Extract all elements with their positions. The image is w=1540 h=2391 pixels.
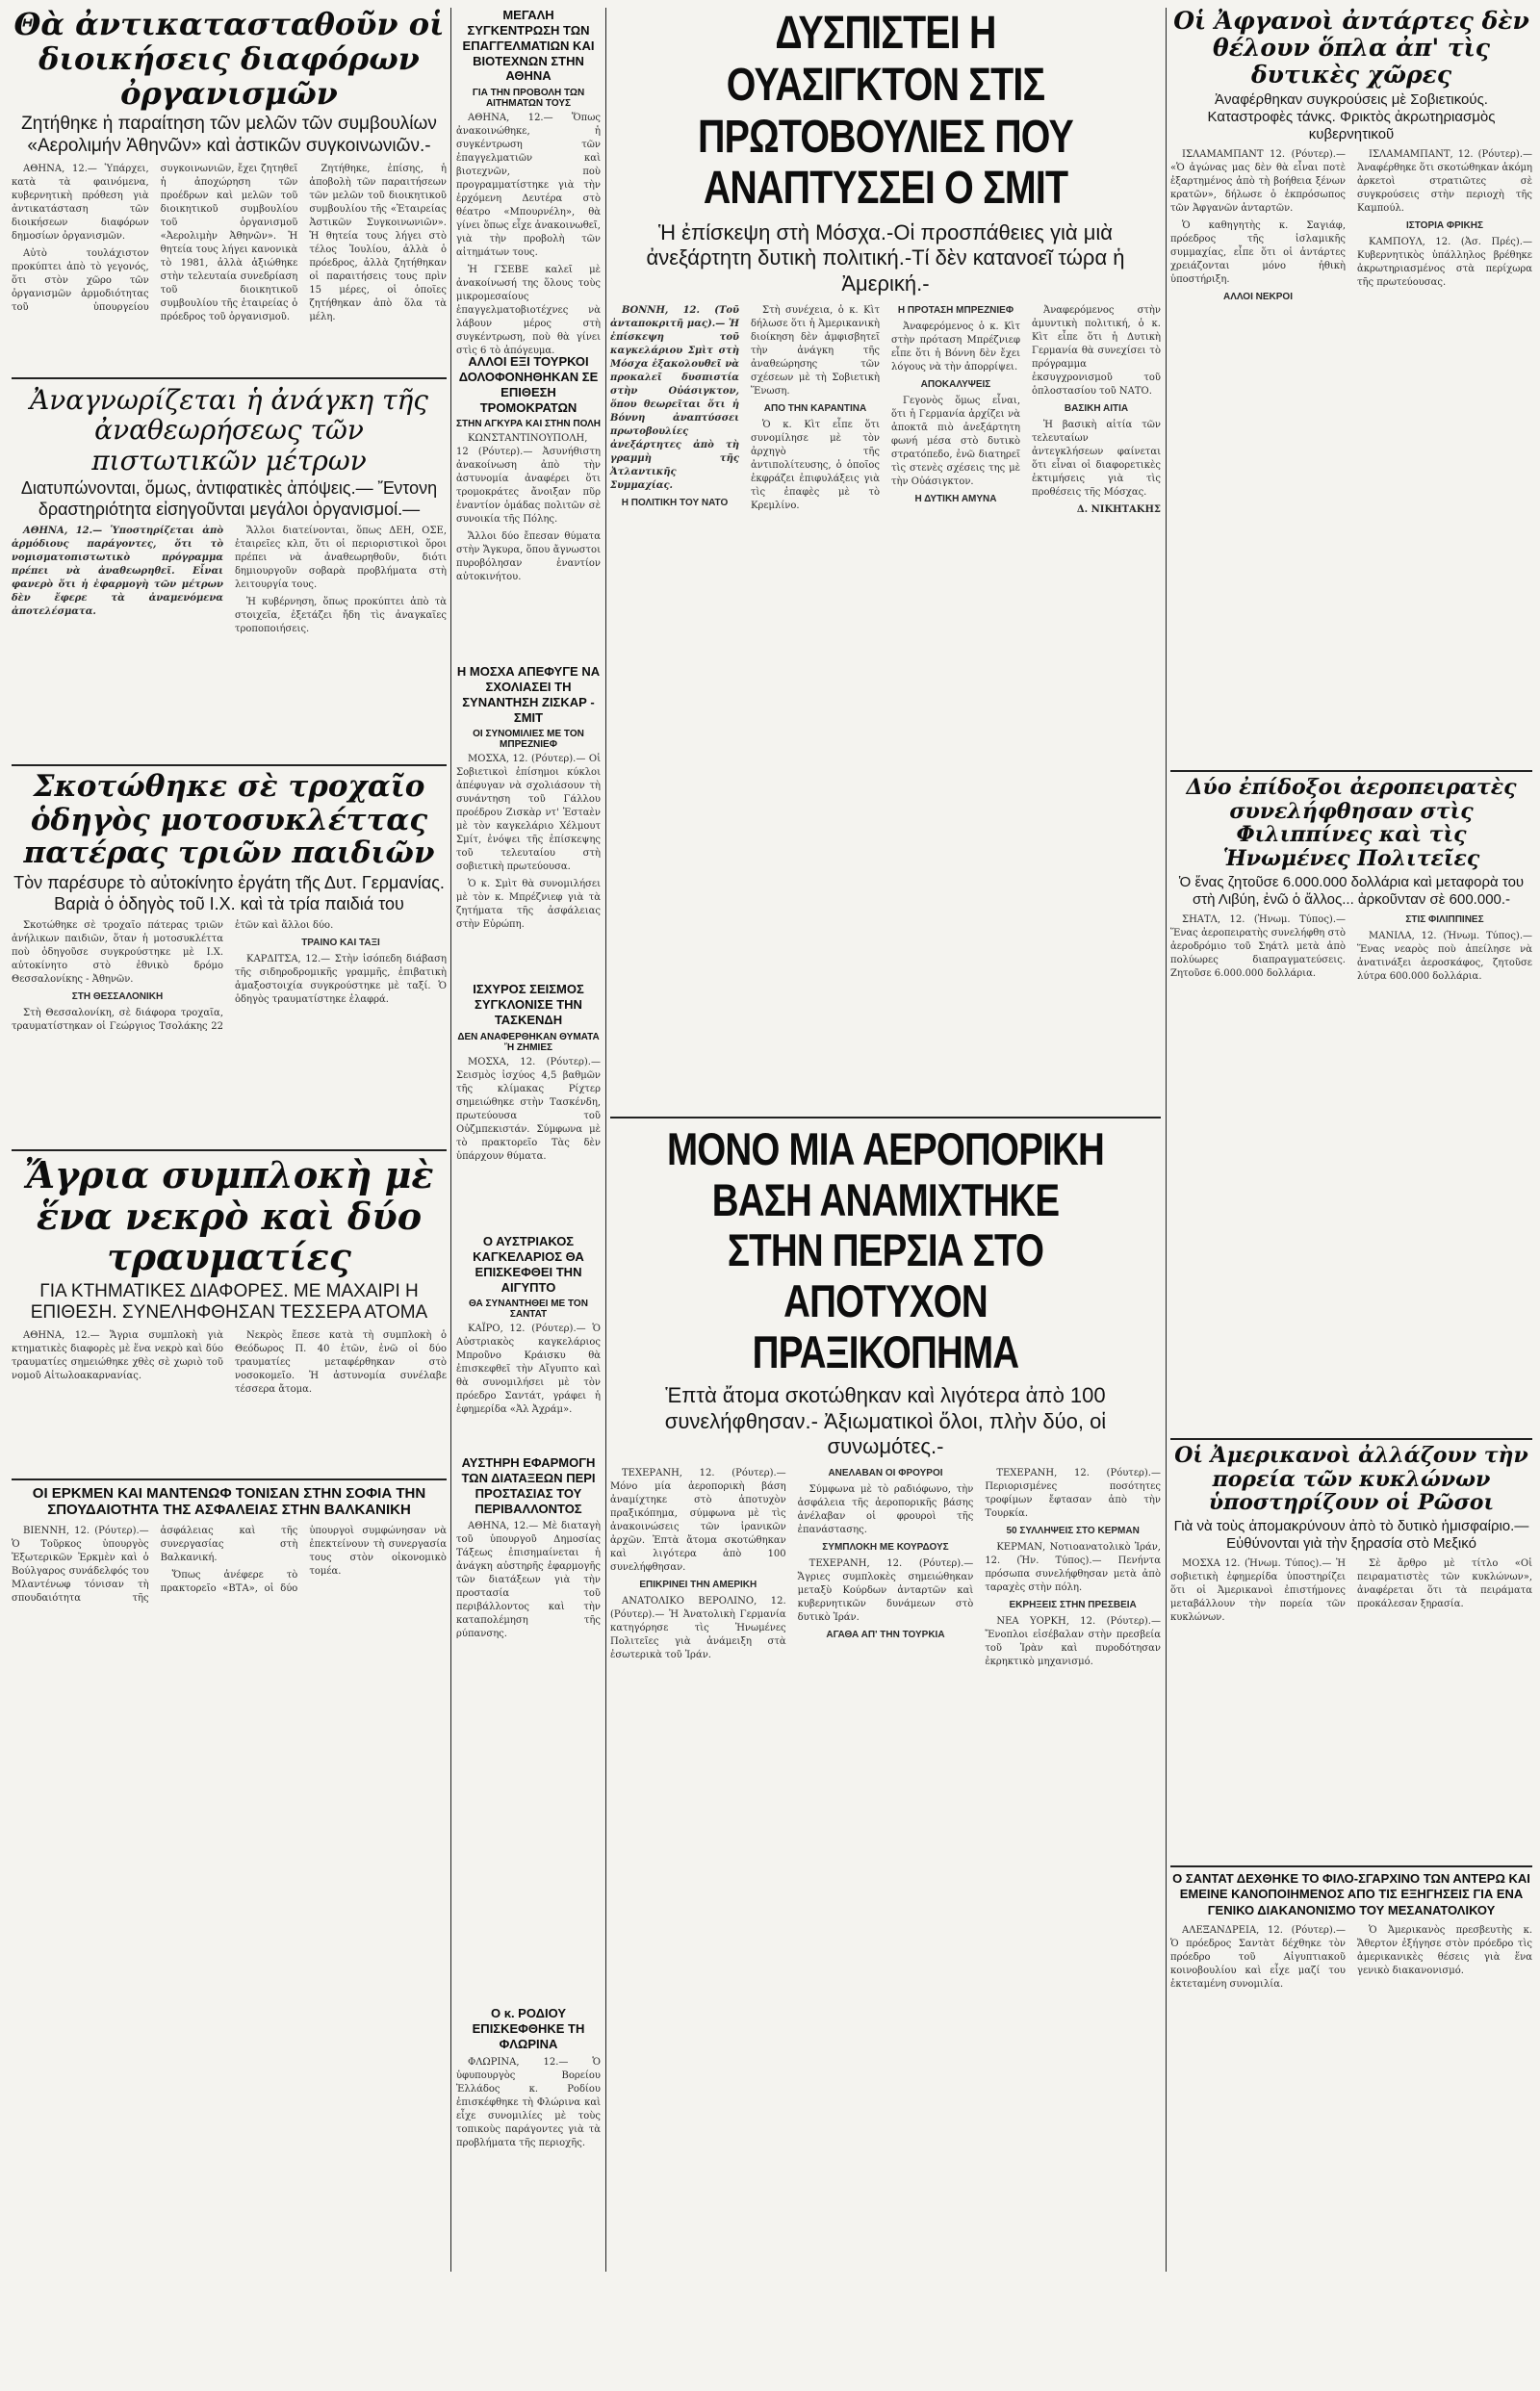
paragraph: ΚΑΡΔΙΤΣΑ, 12.— Στὴν ἰσόπεδη διάβαση τῆς σιδηροδρομικῆς γραμμῆς, ἐπιβατικὴ ἁμαξοστοιχία συγκρούστηκε μὲ ταξί. Ὁ ὁδηγὸς τραυματίστηκε ἐλαφρά. xyxy=(235,954,447,1006)
subheading: ΕΠΙΚΡΙΝΕΙ ΤΗΝ ΑΜΕΡΙΚΗ xyxy=(639,1580,757,1591)
paragraph: ΚΑΪΡΟ, 12. (Ρόυτερ).— Ὁ Αὐστριακὸς καγκελάριος Μπροῦνο Κράισκυ θὰ ἐπισκεφθεῖ τὴν Αἴγυπτο καὶ θὰ συνομιλήσει μὲ τὸν πρόεδρο Σαντάτ, γράφει ἡ ἐφημερίδα «Ἀλ Ἀχράμ». xyxy=(456,1324,601,1416)
article-epaggelmaties xyxy=(456,8,601,357)
paragraph: Ἡ κυβέρνηση, ὅπως προκύπτει ἀπὸ τὰ στοιχεῖα, ἐξετάζει ἤδη τὶς ἀναγκαῖες τροποποιήσεις. xyxy=(235,597,447,635)
subheading: ΑΝΕΛΑΒΑΝ ΟΙ ΦΡΟΥΡΟΙ xyxy=(828,1468,943,1479)
article-dioikiseis xyxy=(12,8,447,375)
deck: ΔΕΝ ΑΝΑΦΕΡΘΗΚΑΝ ΘΥΜΑΤΑ Ἤ ΖΗΜΙΕΣ xyxy=(457,1031,600,1053)
article-kyklones xyxy=(1170,1444,1532,1864)
article-body xyxy=(12,1329,447,1454)
headline: ΔΥΣΠΙΣΤΕΙ Η ΟΥΑΣΙΓΚΤΟΝ ΣΤΙΣ ΠΡΩΤΟΒΟΥΛΙΕΣ ΠΟΥ ΑΝΑΠΤΥΣΣΕΙ Ο ΣΜΙΤ xyxy=(698,8,1073,215)
article-ouasigkton xyxy=(610,8,1161,1115)
paragraph: ΜΟΣΧΑ, 12. (Ρόυτερ).— Οἱ Σοβιετικοὶ ἐπίσημοι κύκλοι ἀπέφυγαν νὰ σχολιάσουν τὴ συνάντηση τοῦ Γάλλου προέδρου Ζισκὰρ ντ' Ἐσταὲν μὲ τὸν καγκελάριο Χέλμουτ Σμίτ, ἐνόψει τῆς ἐπίσκεψης τοῦ τελευταίου στὴ σοβιετικὴ πρωτεύουσα. xyxy=(456,754,601,873)
paragraph: Νεκρὸς ἔπεσε κατὰ τὴ συμπλοκὴ ὁ Θεόδωρος Π. 40 ἐτῶν, ἐνῶ οἱ δύο τραυματίες μεταφέρθηκαν στὸ νοσοκομεῖο. Ἡ ἀστυνομία συνέλαβε τέσσερα ἄτομα. xyxy=(235,1330,447,1396)
article-body xyxy=(456,1056,601,1164)
paragraph: ΜΑΝΙΛΑ, 12. (Ἡνωμ. Τύπος).— Ἕνας νεαρὸς ποὺ ἀπείλησε νὰ ἀνατινάξει ἀεροσκάφος, ζητοῦσε λύτρα 600.000 δολλάρια. xyxy=(1357,930,1532,982)
article-body xyxy=(456,753,601,932)
subheading: ΑΠΟ ΤΗΝ ΚΑΡΑΝΤΙΝΑ xyxy=(763,403,867,415)
headline: ΙΣΧΥΡΟΣ ΣΕΙΣΜΟΣ ΣΥΓΚΛΟΝΙΣΕ ΤΗΝ ΤΑΣΚΕΝΔΗ xyxy=(473,982,584,1027)
paragraph: Ὁ κ. Κὶτ εἶπε ὅτι συνομίλησε μὲ τὸν ἀρχηγὸ τῆς ἀντιπολίτευσης, ὁ ὁποῖος ἐκφράζει ἐπιφυλάξεις γιὰ τὶς ἐπαφὲς μὲ τὸ Κρεμλίνο. xyxy=(751,420,880,512)
paragraph: Στὴ συνέχεια, ὁ κ. Κὶτ δήλωσε ὅτι ἡ Ἀμερικανικὴ διοίκηση δὲν ἀμφισβητεῖ τὴν ἀνάγκη τῆς ἀναθεώρησης τῶν σχέσεων μὲ τὴ Σοβιετικὴ Ἕνωση. xyxy=(751,305,880,398)
byline: Δ. ΝΙΚΗΤΑΚΗΣ xyxy=(1076,504,1161,516)
article-tourkoi xyxy=(456,354,601,653)
article-body xyxy=(12,525,447,736)
paragraph: ΑΘΗΝΑ, 12.— Ὑπάρχει, κατὰ τὰ φαινόμενα, κυβερνητικὴ πρόθεση γιὰ ἀντικατάσταση τῶν διοικήσεων διαφόρων δημοσίων ὀργανισμῶν. xyxy=(12,164,149,243)
headline: Ο ΣΑΝΤΑΤ ΔΕΧΘΗΚΕ ΤΟ ΦΙΛΟ-ΣΓΑΡΧΙΝΟ ΤΩΝ ΑΝΤΕΡΩ ΚΑΙ ΕΜΕΙΝΕ ΚΑΝΟΠΟΙΗΜΕΝΟΣ ΑΠΟ ΤΙΣ ΕΞΗΓΗΣΕΙΣ ΓΙΑ ΕΝΑ ΓΕΝΙΚΟ ΔΙΑΚΑΝΟΝΙΣΜΟ ΤΟΥ ΜΕΣΑΝΑΤΟΛΙΚΟΥ xyxy=(1172,1871,1530,1917)
section-divider xyxy=(1170,770,1532,772)
section-divider xyxy=(1170,1438,1532,1440)
paragraph: Σὲ ἄρθρο μὲ τίτλο «Οἱ πειραματιστὲς τῶν κυκλώνων», ἀναφέρεται ὅτι τὰ πειράματα προκάλεσαν ξηρασία. xyxy=(1357,1557,1532,1609)
article-body xyxy=(456,1520,601,1641)
headline: Σκοτώθηκε σὲ τροχαῖο ὁδηγὸς μοτοσυκλέττας πατέρας τριῶν παιδιῶν xyxy=(23,769,435,871)
paragraph: ΤΕΧΕΡΑΝΗ, 12. (Ρόυτερ).— Περιορισμένες ποσότητες τροφίμων ἔφτασαν ἀπὸ τὴν Τουρκία. xyxy=(985,1468,1161,1520)
article-body xyxy=(1170,148,1532,726)
paragraph: ΙΣΛΑΜΑΜΠΑΝΤ, 12. (Ρόυτερ).— Ἀναφέρθηκε ὅτι σκοτώθηκαν ἀκόμη ἀρκετοὶ στρατιῶτες σὲ συγκρούσεις στὴν περιοχὴ τῆς Καμπούλ. xyxy=(1357,149,1532,214)
subheading: 50 ΣΥΛΛΗΨΕΙΣ ΣΤΟ ΚΕΡΜΑΝ xyxy=(1006,1526,1140,1537)
paragraph: Ὁ καθηγητὴς κ. Σαγιάφ, πρόεδρος τῆς ἰσλαμικῆς συμμαχίας, εἶπε ὅτι οἱ ἀντάρτες χρειάζονται μόνο ἠθικὴ ὑποστήριξη. xyxy=(1170,220,1346,285)
article-aeropeirates xyxy=(1170,776,1532,1436)
paragraph: ΑΘΗΝΑ, 12.— Ἄγρια συμπλοκὴ γιὰ κτηματικὲς διαφορὲς μὲ ἕνα νεκρὸ καὶ δύο τραυματίες σημειώθηκε χθὲς σὲ χωριὸ τοῦ νομοῦ Αἰτωλοακαρνανίας. xyxy=(12,1330,223,1382)
paragraph: ΦΛΩΡΙΝΑ, 12.— Ὁ ὑφυπουργὸς Βορείου Ἑλλάδος κ. Ροδίου ἐπισκέφθηκε τὴ Φλώρινα καὶ εἶχε συνομιλίες μὲ τοὺς τοπικοὺς παράγοντες γιὰ τὰ προβλήματα τῆς περιοχῆς. xyxy=(456,2056,601,2148)
deck: Ζητήθηκε ἡ παραίτηση τῶν μελῶν τῶν συμβουλίων «Αερολιμήν Ἀθηνῶν» καὶ ἀστικῶν συγκοινωνιῶν.- xyxy=(21,114,437,157)
headline: ΑΥΣΤΗΡΗ ΕΦΑΡΜΟΓΗ ΤΩΝ ΔΙΑΤΑΞΕΩΝ ΠΕΡΙ ΠΡΟΣΤΑΣΙΑΣ ΤΟΥ ΠΕΡΙΒΑΛΛΟΝΤΟΣ xyxy=(461,1455,596,1516)
deck: ΓΙΑ ΚΤΗΜΑΤΙΚΕΣ ΔΙΑΦΟΡΕΣ. ΜΕ ΜΑΧΑΙΡΙ Η ΕΠΙΘΕΣΗ. ΣΥΝΕΛΗΦΘΗΣΑΝ ΤΕΣΣΕΡΑ ΑΤΟΜΑ xyxy=(30,1280,428,1324)
paragraph: Ἡ βασικὴ αἰτία τῶν τελευταίων ἀντεγκλήσεων φαίνεται ὅτι εἶναι οἱ διαφορετικὲς ἐκτιμήσεις γιὰ τὶς προθέσεις τῆς Μόσχας. xyxy=(1032,420,1161,499)
deck: Ἡ ἐπίσκεψη στὴ Μόσχα.-Οἱ προσπάθειες γιὰ μιὰ ἀνεξάρτητη δυτικὴ πολιτική.-Τί δὲν κατανοεῖ τώρα ἡ Ἀμερική.- xyxy=(646,220,1125,296)
deck: Διατυπώνονται, ὅμως, ἀντιφατικὲς ἀπόψεις.— Ἔντονη δραστηριότητα εἰσηγοῦνται μεγάλοι ὀργανισμοί.— xyxy=(20,478,438,519)
article-body xyxy=(12,919,447,1102)
paragraph: ΑΘΗΝΑ, 12.— Ὅπως ἀνακοινώθηκε, ἡ συγκέντρωση τῶν ἐπαγγελματιῶν καὶ βιοτεχνῶν, ποὺ προγραμματίστηκε γιὰ τὴν ἐρχόμενη Δευτέρα στὸ θέατρο «Μπουρνέλη», θὰ γίνει ὅπως εἶχε ἀνακοινωθεῖ, γιὰ τὴν προβολὴ τῶν αἰτημάτων τους. xyxy=(456,113,601,259)
article-erkmen-mladenof xyxy=(12,1486,447,2272)
paragraph: Ἡ ΓΣΕΒΕ καλεῖ μὲ ἀνακοίνωσή της ὅλους τοὺς μικρομεσαίους ἐπαγγελματοβιοτέχνες νὰ λάβουν μέρος στὴ συγκέντρωση, ποὺ θὰ γίνει στὶς 6 τὸ ἀπόγευμα. xyxy=(456,265,601,357)
headline: ΜΕΓΑΛΗ ΣΥΓΚΕΝΤΡΩΣΗ ΤΩΝ ΕΠΑΓΓΕΛΜΑΤΙΩΝ ΚΑΙ ΒΙΟΤΕΧΝΩΝ ΣΤΗΝ ΑΘΗΝΑ xyxy=(462,8,595,84)
paragraph: Ὅπως ἀνέφερε τὸ πρακτορεῖο «ΒΤΑ», οἱ δύο ὑπουργοὶ συμφώνησαν νὰ ἐπεκτείνουν τὴ συνεργασία τους στὸν οἰκονομικὸ τομέα. xyxy=(160,1525,447,1594)
paragraph: ΚΑΜΠΟΥΛ, 12. (Ἀσ. Πρές).— Κυβερνητικὸς ὑπάλληλος βρέθηκε ἀκρωτηριασμένος στὰ περίχωρα τῆς πρωτεύουσας. xyxy=(1357,237,1532,288)
paragraph: Ζητήθηκε, ἐπίσης, ἡ ἀποβολὴ τῶν παραιτήσεων τῶν μελῶν τοῦ διοικητικοῦ συμβουλίου τῆς «Ἑταιρείας Ἀστικῶν Συγκοινωνιῶν». Ἡ θητεία τους λήγει στὸ τέλος Ἰουλίου, ἀλλὰ ὁ πρόεδρος, ἀλλὰ ζητήθηκαν οἱ παραιτήσεις τους πρὶν 15 μέρες, οἱ ὁποῖες ζητήθηκαν ἀπὸ ὅλα τὰ μέλη. xyxy=(309,164,447,323)
paragraph: Στὴ Θεσσαλονίκη, σὲ διάφορα τροχαῖα, τραυματίστηκαν οἱ Γεώργιος Τσολάκης 22 ἐτῶν καὶ ἄλλοι δύο. xyxy=(12,920,334,1033)
paragraph: Γεγονὸς ὅμως εἶναι, ὅτι ἡ Γερμανία ἀρχίζει νὰ ἀποκτᾶ πιὸ ἀνεξάρτητη φωνή μέσα στὸ δυτικὸ στρατόπεδο, ἐνῶ διατηρεῖ τὶς στενὲς σχέσεις της μὲ τὴν Οὐάσιγκτον. xyxy=(891,396,1020,488)
column-divider xyxy=(1166,8,1167,2272)
article-rodiou xyxy=(456,2006,601,2272)
deck: Ἀναφέρθηκαν συγκρούσεις μὲ Σοβιετικούς. Καταστροφὲς τάνκς. Φρικτὸς ἀκρωτηριασμὸς κυβερνητικοῦ xyxy=(1207,91,1496,142)
paragraph: ΝΕΑ ΥΟΡΚΗ, 12. (Ρόυτερ).— Ἔνοπλοι εἰσέβαλαν στὴν πρεσβεία τοῦ Ἰρὰν καὶ πυροδότησαν ἐκρηκτικὸ μηχανισμό. xyxy=(985,1616,1161,1668)
article-body xyxy=(610,304,1161,1151)
article-body xyxy=(456,2056,601,2150)
paragraph: ΣΗΑΤΛ, 12. (Ἡνωμ. Τύπος).— Ἕνας ἀεροπειρατὴς συνελήφθη στὸ ἀεροδρόμιο τοῦ Σηάτλ μετὰ ἀπὸ πολύωρες διαπραγματεύσεις. Ζητοῦσε 6.000.000 δολλάρια. xyxy=(1170,913,1346,979)
column-divider xyxy=(450,8,451,2272)
paragraph: ΙΣΛΑΜΑΜΠΑΝΤ 12. (Ρόυτερ).— «Ὁ ἀγώνας μας δὲν θὰ εἶναι ποτὲ ἐξαρτημένος ἀπὸ τὴ βοήθεια ξένων κρατῶν», δήλωσε ὁ ἐκπρόσωπος τῶν Ἀφγανῶν ἀνταρτῶν. xyxy=(1170,149,1346,214)
headline: ΟΙ ΕΡΚΜΕΝ ΚΑΙ ΜΑΝΤΕΝΩΦ ΤΟΝΙΣΑΝ ΣΤΗΝ ΣΟΦΙΑ ΤΗΝ ΣΠΟΥΔΑΙΟΤΗΤΑ ΤΗΣ ΑΣΦΑΛΕΙΑΣ ΣΤΗΝ ΒΑΛΚΑΝΙΚΗ xyxy=(32,1485,426,1518)
deck: Ἑπτὰ ἄτομα σκοτώθηκαν καὶ λιγότερα ἀπὸ 100 συνελήφθησαν.- Ἀξιωματικοὶ ὅλοι, πλὴν δύο, οἱ συνωμότες.- xyxy=(664,1383,1107,1458)
headline: Οἱ Ἀφγανοὶ ἀντάρτες δὲν θέλουν ὅπλα ἀπ' τὶς δυτικὲς χῶρες xyxy=(1173,7,1529,89)
subheading: ΑΠΟΚΑΛΥΨΕΙΣ xyxy=(920,379,991,391)
paragraph: Ἄλλοι διατείνονται, ὅπως ΔΕΗ, ΟΣΕ, ἐταιρεῖες κλπ, ὅτι οἱ περιοριστικοὶ ὅροι πρέπει νὰ ἀναθεωρηθοῦν, διότι δημιουργοῦν σοβαρὰ προβλήματα στὴ λειτουργία τους. xyxy=(235,526,447,591)
paragraph: ΚΕΡΜΑΝ, Νοτιοανατολικὸ Ἰράν, 12. (Ἡν. Τύπος).— Πενήντα πρόσωπα συνελήφθησαν μετὰ ἀπὸ ταραχὲς στὴν πόλη. xyxy=(985,1542,1161,1594)
article-pistotika-metra xyxy=(12,385,447,762)
paragraph: ΚΩΝΣΤΑΝΤΙΝΟΥΠΟΛΗ, 12 (Ρόυτερ).— Ἀσυνήθιστη ἀνακοίνωση ἀπὸ τὴν ἀστυνομία ἀναφέρει ὅτι τρομοκράτες ἄνοιξαν πῦρ ἐναντίον ὁμάδας πολιτῶν σὲ συνοικία τῆς Πόλης. xyxy=(456,433,601,526)
subheading: ΒΑΣΙΚΗ ΑΙΤΙΑ xyxy=(1064,403,1129,415)
paragraph: ΤΕΧΕΡΑΝΗ, 12. (Ρόυτερ).— Ἄγριες συμπλοκὲς σημειώθηκαν μεταξὺ Κούρδων ἀνταρτῶν καὶ κυβερνητικῶν δυνάμεων στὸ δυτικὸ Ἰράν. xyxy=(797,1558,974,1624)
paragraph: Ὁ κ. Σμὶτ θὰ συνομιλήσει μὲ τὸν κ. Μπρέζνιεφ γιὰ τὰ ζητήματα τῆς ἀσφάλειας στὴν Εὐρώπη. xyxy=(456,879,601,931)
paragraph: Ἀναφερόμενος ὁ κ. Κὶτ στὴν πρόταση Μπρέζνιεφ εἶπε ὅτι ἡ Βόννη δὲν ἔχει λόγους νὰ τὴν ἀπορρίψει. xyxy=(891,321,1020,373)
article-body xyxy=(12,1525,447,2256)
subheading: ΣΥΜΠΛΟΚΗ ΜΕ ΚΟΥΡΔΟΥΣ xyxy=(822,1542,949,1554)
deck: Ὁ ἕνας ζητοῦσε 6.000.000 δολλάρια καὶ μεταφορὰ του στὴ Λιβύη, ἐνῶ ὁ ἄλλος... ἀρκοῦνταν σὲ 600.000.- xyxy=(1178,873,1525,908)
subheading: ΕΚΡΗΞΕΙΣ ΣΤΗΝ ΠΡΕΣΒΕΙΑ xyxy=(1009,1600,1137,1611)
headline: Θὰ ἀντικατασταθοῦν οἱ διοικήσεις διαφόρων ὀργανισμῶν xyxy=(13,6,445,112)
paragraph: ΑΘΗΝΑ, 12.— Μὲ διαταγὴ τοῦ ὑπουργοῦ Δημοσίας Τάξεως ἐπισημαίνεται ἡ ἀνάγκη αὐστηρῆς ἐφαρμογῆς τῶν διατάξεων γιὰ τὴν προστασία τοῦ περιβάλλοντος καὶ τὴν καταπολέμηση τῆς ρύπανσης. xyxy=(456,1521,601,1640)
paragraph: ΑΘΗΝΑ, 12.— Ὑποστηρίζεται ἀπὸ ἁρμόδιους παράγοντες, ὅτι τὸ νομισματοπιστωτικὸ πρόγραμμα πρέπει νὰ ἀναθεωρηθεῖ. Εἶναι φανερὸ ὅτι ἡ ἐφαρμογὴ τῶν μέτρων δὲν ἔφερε τὰ ἀναμενόμενα ἀποτελέσματα. xyxy=(12,526,223,618)
article-body xyxy=(610,1467,1161,2391)
paragraph: Σκοτώθηκε σὲ τροχαῖο πάτερας τριῶν ἀνήλικων παιδιῶν, ὅταν ἡ μοτοσυκλέττα ποὺ ὁδηγοῦσε συγκρούστηκε μὲ Ι.Χ. αὐτοκίνητο στὸ ἐθνικὸ δρόμο Θεσσαλονίκης - Ἀθηνῶν. xyxy=(12,920,223,986)
article-body xyxy=(12,163,447,384)
deck: Γιὰ νὰ τοὺς ἀπομακρύνουν ἀπὸ τὸ δυτικὸ ἡμισφαίριο.— Εὐθύνονται γιὰ τὴν ξηρασία στὸ Μεξικό xyxy=(1173,1517,1529,1552)
subheading: ΑΓΑΘΑ ΑΠ' ΤΗΝ ΤΟΥΡΚΙΑ xyxy=(826,1630,945,1641)
article-seismos xyxy=(456,982,601,1222)
subheading: ΣΤΗ ΘΕΣΣΑΛΟΝΙΚΗ xyxy=(71,991,164,1003)
article-body xyxy=(1170,1924,1532,2242)
article-perivallon xyxy=(456,1455,601,1994)
paragraph: ΜΟΣΧΑ, 12. (Ρόυτερ).— Σεισμὸς ἰσχύος 4,5 βαθμῶν τῆς κλίμακας Ρίχτερ σημειώθηκε στὴν Τασκένδη, πρωτεύουσα τοῦ Οὐζμπεκιστάν. Σύμφωνα μὲ τὸ πρακτορεῖο Τὰς δὲν ὑπάρχουν θύματα. xyxy=(456,1056,601,1162)
subheading: ΤΡΑΙΝΟ ΚΑΙ ΤΑΞΙ xyxy=(301,938,380,949)
subheading: Η ΔΥΤΙΚΗ ΑΜΥΝΑ xyxy=(914,494,997,505)
subheading: ΑΛΛΟΙ ΝΕΚΡΟΙ xyxy=(1223,292,1293,302)
paragraph: Αὐτὸ τουλάχιστον προκύπτει ἀπὸ τὸ γεγονός, ὅτι στὸν χῶρο τῶν ὀργανισμῶν ἀρμοδιότητας τοῦ ὑπουργείου συγκοινωνιῶν, ἔχει ζητηθεῖ ἡ ἀποχώρηση τῶν προέδρων καὶ μελῶν τοῦ διοικητικοῦ συμβουλίου τοῦ ὀργανισμοῦ «Ἀερολιμὴν Ἀθηνῶν». Ἡ θητεία τους λήγει κανονικὰ τὸ 1981, ἀλλὰ ἀξιώθηκε στὴν τελευταία συνεδρίαση τοῦ διοικητικοῦ συμβουλίου τῆς ἑταιρείας ὁ πρόεδρος τοῦ ὀργανισμοῦ. xyxy=(12,164,298,323)
article-body xyxy=(1170,913,1532,1414)
deck: ΘΑ ΣΥΝΑΝΤΗΘΕΙ ΜΕ ΤΟΝ ΣΑΝΤΑΤ xyxy=(469,1298,588,1321)
section-divider xyxy=(610,1117,1161,1118)
deck: Τὸν παρέσυρε τὸ αὐτοκίνητο ἐργάτη τῆς Δυτ. Γερμανίας. Βαριὰ ὁ ὁδηγὸς τοῦ Ι.Χ. καὶ τὰ τρία παιδιά του xyxy=(13,873,445,913)
article-symploki xyxy=(12,1155,447,1473)
headline: ΑΛΛΟΙ ΕΞΙ ΤΟΥΡΚΟΙ ΔΟΛΟΦΟΝΗΘΗΚΑΝ ΣΕ ΕΠΙΘΕΣΗ ΤΡΟΜΟΚΡΑΤΩΝ xyxy=(458,354,599,415)
paragraph: ΜΟΣΧΑ 12. (Ἡνωμ. Τύπος).— Ἡ σοβιετικὴ ἐφημερίδα ὑποστηρίζει ὅτι οἱ Ἀμερικανοὶ ἐπιστήμονες μεταβάλλουν τὴν πορεία τῶν κυκλώνων. xyxy=(1170,1557,1346,1623)
headline: Ο κ. ΡΟΔΙΟΥ ΕΠΙΣΚΕΦΘΗΚΕ ΤΗ ΦΛΩΡΙΝΑ xyxy=(472,2006,585,2051)
deck: ΣΤΗΝ ΑΓΚΥΡΑ ΚΑΙ ΣΤΗΝ ΠΟΛΗ xyxy=(456,419,601,430)
paragraph: Ὁ Ἀμερικανὸς πρεσβευτὴς κ. Ἄθερτον ἐξήγησε στὸν πρόεδρο τὶς ἀμερικανικὲς θέσεις γιὰ ἕνα γενικὸ διακανονισμό. xyxy=(1357,1924,1532,1976)
article-troxaio xyxy=(12,770,447,1147)
paragraph: ΒΟΝΝΗ, 12. (Τοῦ ἀνταποκριτῆ μας).— Ἡ ἐπίσκεψη τοῦ καγκελάριου Σμὶτ στὴ Μόσχα ἐξακολουθεῖ νὰ προκαλεῖ δυσπιστία στὴν Οὐάσιγκτον, ὅπου θεωρεῖται ὅτι ἡ Βόννη ἀναπτύσσει πρωτοβουλίες ἀνεξάρτητες ἀπὸ τὴ γραμμὴ τῆς Ἀτλαντικῆς Συμμαχίας. xyxy=(610,305,739,492)
subheading: ΙΣΤΟΡΙΑ ΦΡΙΚΗΣ xyxy=(1405,220,1484,231)
article-body xyxy=(456,432,601,584)
paragraph: ΑΛΕΞΑΝΔΡΕΙΑ, 12. (Ρόυτερ).— Ὁ πρόεδρος Σαντὰτ δέχθηκε τὸν πρόεδρο τοῦ Αἰγυπτιακοῦ κοινοβουλίου καὶ εἶχε μαζί του ἐκτεταμένη συνομιλία. xyxy=(1170,1924,1346,1990)
article-aeroporiki-vasi xyxy=(610,1124,1161,2272)
column-divider xyxy=(12,1478,447,1480)
headline: Οἱ Ἀμερικανοὶ ἀλλάζουν τὴν πορεία τῶν κυκλώνων ὑποστηρίζουν οἱ Ρῶσοι xyxy=(1174,1443,1528,1516)
paragraph: Ἄλλοι δύο ἔπεσαν θύματα στὴν Ἄγκυρα, ὅπου ἄγνωστοι πυροβόλησαν ἐναντίον αὐτοκινήτου. xyxy=(456,531,601,583)
headline: Ἄγρια συμπλοκὴ μὲ ἕνα νεκρὸ καὶ δύο τραυματίες xyxy=(24,1153,434,1279)
article-kagkelarios xyxy=(456,1234,601,1446)
article-body xyxy=(456,112,601,358)
deck: ΓΙΑ ΤΗΝ ΠΡΟΒΟΛΗ ΤΩΝ ΑΙΤΗΜΑΤΩΝ ΤΟΥΣ xyxy=(472,88,585,110)
paragraph: ΑΝΑΤΟΛΙΚΟ ΒΕΡΟΛΙΝΟ, 12. (Ρόυτερ).— Ἡ Ἀνατολικὴ Γερμανία κατηγόρησε τὶς Ἡνωμένες Πολιτεῖες γιὰ ἀνάμειξη στὰ ἐσωτερικὰ τοῦ Ἰράν. xyxy=(610,1596,786,1661)
subheading: ΣΤΙΣ ΦΙΛΙΠΠΙΝΕΣ xyxy=(1405,913,1484,925)
paragraph: Ἀναφερόμενος στὴν ἀμυντικὴ πολιτική, ὁ κ. Κὶτ εἶπε ὅτι ἡ Δυτικὴ Γερμανία θὰ συνεχίσει τὸ πρόγραμμα ἐκσυγχρονισμοῦ τοῦ ὁπλοστασίου τοῦ ΝΑΤΟ. xyxy=(1032,305,1161,398)
headline: ΜΟΝΟ ΜΙΑ ΑΕΡΟΠΟΡΙΚΗ ΒΑΣΗ ΑΝΑΜΙΧΤΗΚΕ ΣΤΗΝ ΠΕΡΣΙΑ ΣΤΟ ΑΠΟΤΥΧΟΝ ΠΡΑΞΙΚΟΠΗΜΑ xyxy=(666,1123,1105,1377)
article-santat xyxy=(1170,1871,1532,2272)
headline: Δύο ἐπίδοξοι ἀεροπειρατὲς συνελήφθησαν στὶς Φιλιππίνες καὶ τὶς Ἡνωμένες Πολιτεῖες xyxy=(1186,775,1517,871)
column-divider xyxy=(12,764,447,766)
deck: ΟΙ ΣΥΝΟΜΙΛΙΕΣ ΜΕ ΤΟΝ ΜΠΡΕΖΝΙΕΦ xyxy=(473,729,584,751)
paragraph: ΒΙΕΝΝΗ, 12. (Ρόυτερ).— Ὁ Τοῦρκος ὑπουργὸς Ἐξωτερικῶν Ἐρκμὲν καὶ ὁ Βούλγαρος συνάδελφός του Μλαντένωφ τόνισαν τὴ σπουδαιότητα τῆς ἀσφάλειας καὶ τῆς συνεργασίας στὴ Βαλκανική. xyxy=(12,1525,298,1604)
section-divider xyxy=(1170,1865,1532,1867)
paragraph: Σύμφωνα μὲ τὸ ραδιόφωνο, τὴν ἀσφάλεια τῆς ἀεροπορικῆς βάσης ἀνέλαβαν οἱ φρουροὶ τῆς ἐπανάστασης. xyxy=(797,1484,974,1536)
article-afganoi xyxy=(1170,8,1532,768)
article-body xyxy=(456,1323,601,1417)
column-divider xyxy=(12,377,447,379)
paragraph: ΤΕΧΕΡΑΝΗ, 12. (Ρόυτερ).— Μόνο μία ἀεροπορικὴ βάση ἀναμίχτηκε στὸ ἀποτυχὸν πραξικόπημα, σύμφωνα μὲ τὶς ἀνακοινώσεις τῶν ἰρανικῶν ἀρχῶν. Ἐπτὰ ἄτομα σκοτώθηκαν καὶ λιγότερα ἀπὸ 100 συνελήφθησαν. xyxy=(610,1468,786,1574)
article-body xyxy=(1170,1557,1532,1827)
subheading: Η ΠΟΛΙΤΙΚΗ ΤΟΥ ΝΑΤΟ xyxy=(621,498,729,509)
subheading: Η ΠΡΟΤΑΣΗ ΜΠΡΕΖΝΙΕΦ xyxy=(897,305,1014,317)
article-moscha-smit xyxy=(456,664,601,972)
column-divider xyxy=(605,8,606,2272)
headline: Ο ΑΥΣΤΡΙΑΚΟΣ ΚΑΓΚΕΛΑΡΙΟΣ ΘΑ ΕΠΙΣΚΕΦΘΕΙ ΤΗΝ ΑΙΓΥΠΤΟ xyxy=(473,1234,584,1295)
column-divider xyxy=(12,1149,447,1151)
headline: Η ΜΟΣΧΑ ΑΠΕΦΥΓΕ ΝΑ ΣΧΟΛΙΑΣΕΙ ΤΗ ΣΥΝΑΝΤΗΣΗ ΖΙΣΚΑΡ - ΣΜΙΤ xyxy=(456,664,601,725)
headline: Ἀναγνωρίζεται ἡ ἀνάγκη τῆς ἀναθεωρήσεως τῶν πιστωτικῶν μέτρων xyxy=(30,384,428,476)
